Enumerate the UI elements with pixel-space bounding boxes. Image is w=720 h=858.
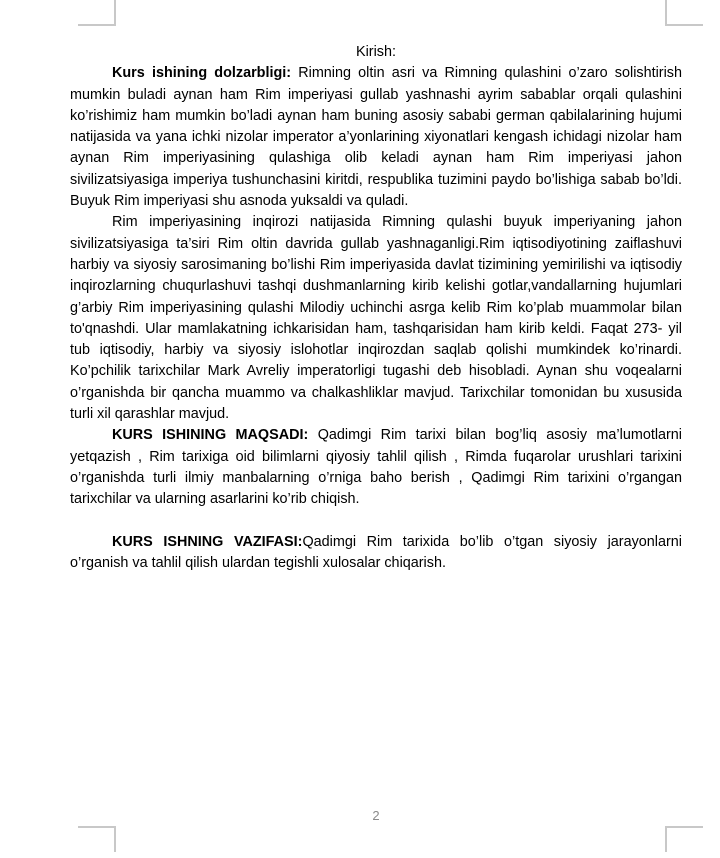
paragraph-body-dolzarbligi: Rimning oltin asri va Rimning qulashini o’zaro solishtirish mumkin buladi aynan ham Rim imperiyasi gullab yashnashi ayrim sabablar orqali qulashini ko’rishimiz ham mumkin bo’ladi aynan ham buning asosiy sababi german qabilalarining hujumi natijasida va yana ichki nizolar imperator a’yonlarining xiyonatlari kengash ichidagi nizolar ham aynan Rim imperiyasining qulashiga olib keladi aynan ham Rim imperiyasi jahon sivilizatsiyasiga imperiya tushunchasini kiritdi, respublika tuzimini paydo bo’lishiga sabab bo’ldi. Buyuk Rim imperiyasi shu asnoda yuksaldi va quladi. (70, 65, 682, 210)
paragraph-inqiroz (70, 212, 682, 425)
paragraph-body-inqiroz: Rim imperiyasining inqirozi natijasida Rimning qulashi buyuk imperiyaning jahon sivilizatsiyasiga ta’siri Rim oltin davrida gullab yashnaganligi.Rim iqtisodiyotining zaiflashuvi harbiy va siyosiy sarosimaning bo’lishi Rim imperiyasida davlat tizimining yemirilishi va iqtisodiy inqirozlarning chuqurlashuvi tashqi dushmanlarning kirib kelishi gotlar,vandallarning hujumlari g’arbiy Rim imperiyasining qulashi Milodiy uchinchi asrga kelib Rim ko’plab muammolar bilan to'qnashdi. Ular mamlakatning ichkarisidan ham, tashqarisidan ham kirib keldi. Faqat 273- yil tub iqtisodiy, harbiy va siyosiy islohotlar inqirozdan saqlab qolishi mumkindek ko’rinardi. Ko’pchilik tarixchilar Mark Avreliy imperatorligi tugashi deb hisobladi. Aynan shu voqealarni o’rganishda bir qancha muammo va chalkashliklar mavjud. Tarixchilar tomonidan bu xususida turli xil qarashlar mavjud. (70, 214, 682, 423)
paragraph-vazifasi (70, 532, 682, 575)
paragraph-body-maqsadi: Qadimgi Rim tarixi bilan bog’liq asosiy ma’lumotlarni yetqazish , Rim tarixiga oid bilimlarni qiyosiy tahlil qilish , Rimda fuqarolar urushlari tarixini o’rganishda turli ilmiy manbalarning o’rniga baho berish , Qadimgi Rim tarixini o’rgangan tarixchilar va ularning asarlarini ko’rib chiqish. (70, 427, 683, 508)
page-number: 2 (372, 808, 380, 823)
paragraph-dolzarbligi (70, 63, 682, 212)
paragraph-maqsadi (70, 425, 682, 510)
paragraph-label-dolzarbligi: Kurs ishining dolzarbligi: (112, 65, 292, 82)
page-title: Kirish: (356, 44, 396, 60)
paragraph-label-maqsadi: KURS ISHINING MAQSADI: (112, 427, 309, 444)
paragraph-body-vazifasi: Qadimgi Rim tarixida bo’lib o’tgan siyosiy jarayonlarni o’rganish va tahlil qilish ulardan tegishli xulosalar chiqarish. (70, 533, 682, 572)
paragraph-label-vazifasi: KURS ISHNING VAZIFASI: (112, 533, 303, 550)
paragraph-spacer (70, 511, 682, 532)
document-page (70, 0, 682, 858)
